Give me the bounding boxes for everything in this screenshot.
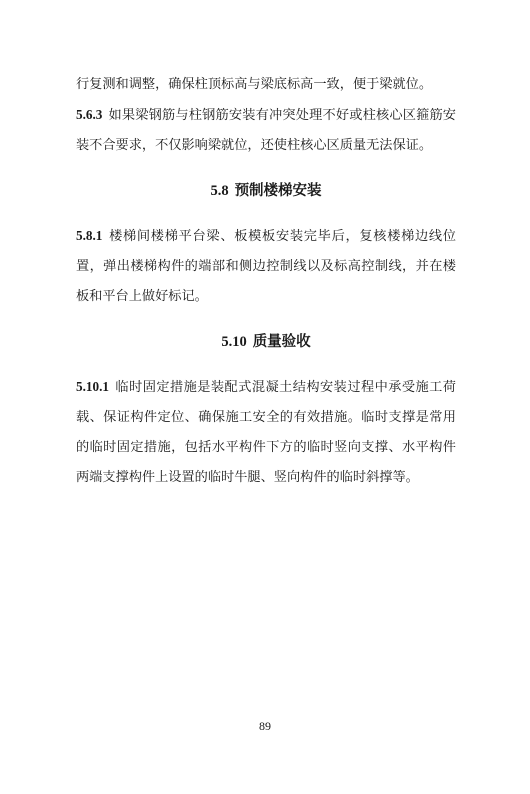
clause-text: 楼梯间楼梯平台梁、板模板安装完毕后，复核楼梯边线位置，弹出楼梯构件的端部和侧边控制线以及标高控制线，并在楼板和平台上做好标记。 [76,229,456,304]
paragraph-text: 行复测和调整，确保柱顶标高与梁底标高一致，便于梁就位。 [76,77,433,92]
clause-number: 5.10.1 [76,379,109,394]
page-content [76,70,456,493]
clause-number: 5.6.3 [76,107,103,122]
section-heading-5-10 [76,327,456,357]
clause-5-10-1 [76,372,456,493]
clause-text: 临时固定措施是装配式混凝土结构安装过程中承受施工荷载、保证构件定位、确保施工安全的有效措施。临时支撑是常用的临时固定措施，包括水平构件下方的临时竖向支撑、水平构件两端支撑构件上设置的临时牛腿、竖向构件的临时斜撑等。 [76,380,456,485]
clause-5-6-3 [76,100,456,161]
page-number: 89 [259,719,271,733]
section-number: 5.10 [221,334,247,350]
section-title: 预制楼梯安装 [234,183,322,199]
paragraph-5-6-3-continuation [76,70,456,100]
section-title: 质量验收 [252,334,311,350]
section-number: 5.8 [210,183,229,199]
section-heading-5-8 [76,176,456,206]
clause-text: 如果梁钢筋与柱钢筋安装有冲突处理不好或柱核心区箍筋安装不合要求，不仅影响梁就位，还使柱核心区质量无法保证。 [76,108,456,153]
clause-5-8-1 [76,221,456,312]
clause-number: 5.8.1 [76,228,103,243]
